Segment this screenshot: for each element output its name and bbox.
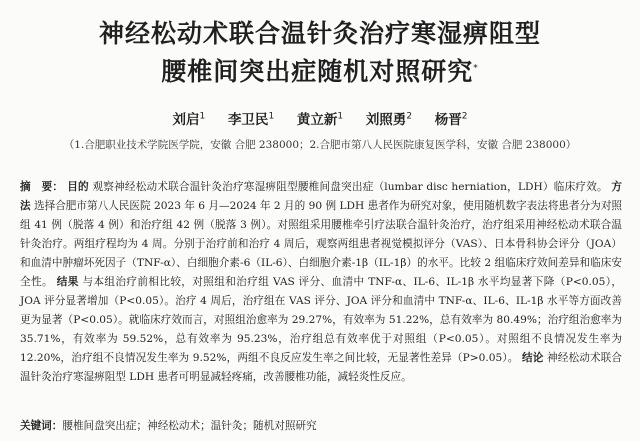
methods-label: 方法 xyxy=(20,181,623,212)
paper-title-line-2 xyxy=(0,52,640,88)
objective-label: 目的 xyxy=(67,181,89,193)
conclusion-label: 结论 xyxy=(522,352,544,364)
title-footnote-mark: * xyxy=(473,63,479,74)
abstract-label: 摘 要： xyxy=(20,181,64,193)
affiliations: （1.合肥职业技术学院医学院，安徽 合肥 238000；2.合肥市第八人民医院康复医学科，安徽 合肥 238000） xyxy=(63,139,577,151)
keywords-label: 关键词： xyxy=(20,420,63,432)
author: 黄立新$^1$ xyxy=(296,111,344,128)
results-text: 与本组治疗前相比较，对照组和治疗组 VAS 评分、血清中 TNF-α、IL-6、IL-1β 水平均显著下降（P<0.05），JOA 评分显著增加（P<0.05）。治疗 4 周后，治疗组在 VAS 评分、JOA 评分和血清中 TNF-α、IL-6、IL-1β 水平等方面改善更为显著（P<0.05）。就临床疗效而言，对照组治愈率为 29.27%，有效率为 51.22%，总有效率为 80.49%；治疗组治愈率为 35.71%，有效率为 59.52%，总有效率为 95.23%，治疗组总有效率优于对照组（P<0.05）。对照组不良情况发生率为 12.20%，治疗组不良情况发生率为 9.52%，两组不良反应发生率之间比较，无显著性差异（P>0.05）。 xyxy=(20,276,622,364)
author: 刘照勇$^2$ xyxy=(365,111,413,128)
author: 李卫民$^1$ xyxy=(227,111,275,128)
title-line-1-text: 神经松动术联合温针灸治疗寒湿痹阻型 xyxy=(98,19,541,48)
title-line-2-text: 腰椎间突出症随机对照研究 xyxy=(161,57,474,86)
paper-title-line-1 xyxy=(0,14,640,50)
objective-text: 观察神经松动术联合温针灸治疗寒湿痹阻型腰椎间盘突出症（lumbar disc herniation，LDH）临床疗效。 xyxy=(92,181,608,193)
abstract xyxy=(20,178,622,387)
author: 杨晋$^2$ xyxy=(434,111,468,128)
results-label: 结果 xyxy=(56,276,79,288)
conclusion-text: 神经松动术联合温针灸治疗寒湿痹阻型 LDH 患者可明显减轻疼痛，改善腰椎功能，减轻炎性反应。 xyxy=(20,352,623,383)
methods-text: 选择合肥市第八人民医院 2023 年 6 月—2024 年 2 月的 90 例 LDH 患者作为研究对象，使用随机数字表法将患者分为对照组 41 例（脱落 4 例）和治疗组 42 例（脱落 3 例）。对照组采用腰椎牵引疗法联合温针灸治疗，治疗组采用神经松动术联合温针灸治疗。两组疗程均为 4 周。分别于治疗前和治疗 4 周后，观察两组患者视觉模拟评分（VAS）、日本骨科协会评分（JOA）和血清中肿瘤坏死因子（TNF-α）、白细胞介素-6（IL-6）、白细胞介素-1β（IL-1β）的水平。比较 2 组临床疗效间差异和临床安全性。 xyxy=(20,200,623,288)
keywords xyxy=(20,418,622,433)
keywords-text: 腰椎间盘突出症；神经松动术；温针灸；随机对照研究 xyxy=(62,420,317,432)
author-list xyxy=(0,108,640,128)
author: 刘启$^1$ xyxy=(172,111,206,128)
